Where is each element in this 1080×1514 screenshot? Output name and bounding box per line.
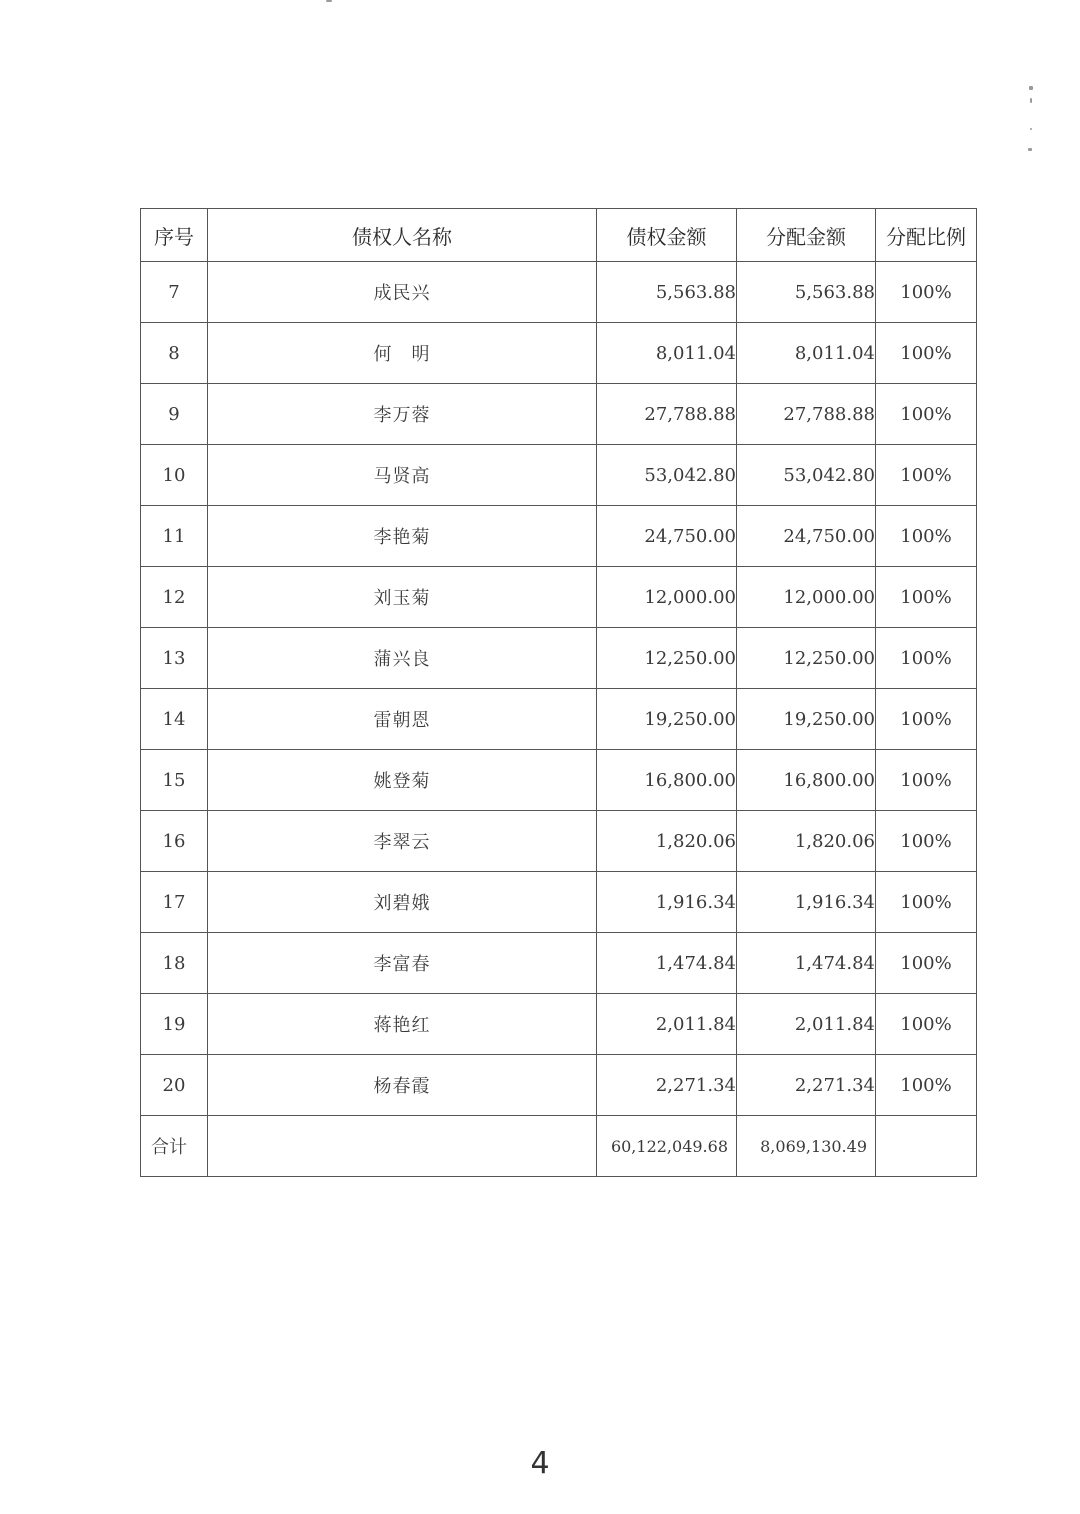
cell-claim-amount: 19,250.00 [597,689,737,750]
cell-index: 10 [141,445,208,506]
cell-distribution-amount: 1,820.06 [737,811,876,872]
cell-creditor-name: 何 明 [208,323,597,384]
total-name-empty [208,1116,597,1177]
table-row [141,506,977,567]
cell-index: 11 [141,506,208,567]
cell-distribution-amount: 19,250.00 [737,689,876,750]
cell-creditor-name: 李万蓉 [208,384,597,445]
cell-distribution-ratio: 100% [876,689,977,750]
cell-distribution-amount: 1,474.84 [737,933,876,994]
header-distribution-amount: 分配金额 [737,209,876,262]
cell-claim-amount: 2,271.34 [597,1055,737,1116]
cell-distribution-ratio: 100% [876,1055,977,1116]
cell-creditor-name: 李富春 [208,933,597,994]
cell-distribution-ratio: 100% [876,567,977,628]
cell-claim-amount: 2,011.84 [597,994,737,1055]
cell-index: 12 [141,567,208,628]
cell-index: 13 [141,628,208,689]
cell-claim-amount: 5,563.88 [597,262,737,323]
table-row [141,689,977,750]
cell-index: 8 [141,323,208,384]
cell-creditor-name: 雷朝恩 [208,689,597,750]
cell-creditor-name: 李艳菊 [208,506,597,567]
cell-index: 9 [141,384,208,445]
cell-claim-amount: 1,474.84 [597,933,737,994]
total-ratio-empty [876,1116,977,1177]
cell-distribution-amount: 53,042.80 [737,445,876,506]
cell-creditor-name: 李翠云 [208,811,597,872]
header-creditor-name: 债权人名称 [208,209,597,262]
table-row [141,1055,977,1116]
header-row [141,209,977,262]
cell-index: 15 [141,750,208,811]
table-row [141,933,977,994]
cell-claim-amount: 16,800.00 [597,750,737,811]
distribution-table [140,208,977,1177]
total-row [141,1116,977,1177]
table-row [141,323,977,384]
page-number: 4 [530,1446,550,1481]
cell-distribution-ratio: 100% [876,262,977,323]
cell-creditor-name: 马贤高 [208,445,597,506]
scan-speck [1030,98,1032,103]
cell-distribution-ratio: 100% [876,750,977,811]
table-row [141,872,977,933]
table-row [141,750,977,811]
cell-claim-amount: 53,042.80 [597,445,737,506]
table-body [141,262,977,1177]
cell-distribution-amount: 27,788.88 [737,384,876,445]
cell-distribution-ratio: 100% [876,445,977,506]
cell-index: 20 [141,1055,208,1116]
scan-speck [326,0,332,2]
table-row [141,567,977,628]
cell-distribution-amount: 24,750.00 [737,506,876,567]
cell-index: 14 [141,689,208,750]
cell-distribution-ratio: 100% [876,384,977,445]
table-row [141,628,977,689]
cell-claim-amount: 1,916.34 [597,872,737,933]
total-claim-amount: 60,122,049.68 [597,1116,737,1177]
cell-distribution-amount: 1,916.34 [737,872,876,933]
cell-claim-amount: 12,000.00 [597,567,737,628]
cell-distribution-amount: 12,250.00 [737,628,876,689]
scan-speck [1030,128,1032,130]
cell-index: 19 [141,994,208,1055]
table-row [141,445,977,506]
cell-claim-amount: 24,750.00 [597,506,737,567]
total-label: 合计 [141,1116,208,1177]
cell-creditor-name: 杨春霞 [208,1055,597,1116]
cell-distribution-amount: 2,011.84 [737,994,876,1055]
scan-speck [1029,86,1033,90]
table-row [141,811,977,872]
cell-claim-amount: 1,820.06 [597,811,737,872]
cell-distribution-ratio: 100% [876,811,977,872]
cell-creditor-name: 刘玉菊 [208,567,597,628]
scan-speck [1028,148,1032,151]
cell-distribution-ratio: 100% [876,323,977,384]
cell-distribution-amount: 5,563.88 [737,262,876,323]
cell-creditor-name: 蒋艳红 [208,994,597,1055]
cell-creditor-name: 成民兴 [208,262,597,323]
header-claim-amount: 债权金额 [597,209,737,262]
cell-distribution-ratio: 100% [876,872,977,933]
table-row [141,994,977,1055]
table-row [141,262,977,323]
cell-index: 16 [141,811,208,872]
cell-distribution-ratio: 100% [876,933,977,994]
cell-claim-amount: 27,788.88 [597,384,737,445]
cell-distribution-amount: 8,011.04 [737,323,876,384]
cell-distribution-ratio: 100% [876,994,977,1055]
cell-claim-amount: 12,250.00 [597,628,737,689]
header-index: 序号 [141,209,208,262]
cell-distribution-ratio: 100% [876,506,977,567]
cell-distribution-amount: 16,800.00 [737,750,876,811]
cell-distribution-amount: 2,271.34 [737,1055,876,1116]
cell-distribution-amount: 12,000.00 [737,567,876,628]
cell-distribution-ratio: 100% [876,628,977,689]
cell-creditor-name: 刘碧娥 [208,872,597,933]
cell-index: 17 [141,872,208,933]
header-distribution-ratio: 分配比例 [876,209,977,262]
cell-creditor-name: 姚登菊 [208,750,597,811]
cell-claim-amount: 8,011.04 [597,323,737,384]
table-row [141,384,977,445]
cell-creditor-name: 蒲兴良 [208,628,597,689]
total-distribution-amount: 8,069,130.49 [737,1116,876,1177]
cell-index: 18 [141,933,208,994]
cell-index: 7 [141,262,208,323]
